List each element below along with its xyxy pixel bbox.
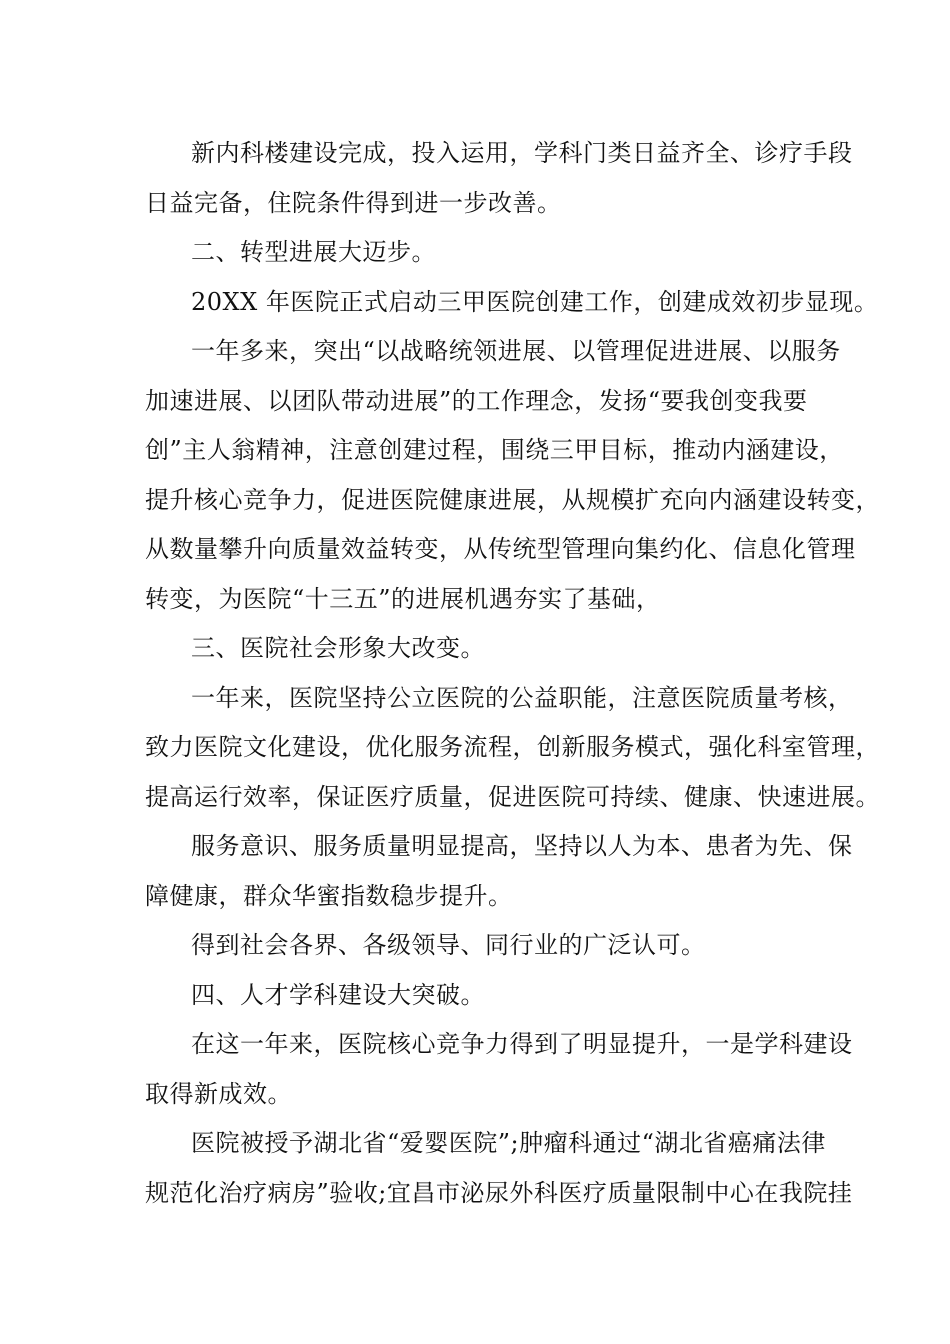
- text-line: 20XX 年医院正式启动三甲医院创建工作，创建成效初步显现。: [191, 287, 879, 316]
- text-line: 在这一年来，医院核心竞争力得到了明显提升，一是学科建设: [191, 1030, 853, 1058]
- section-heading: [145, 228, 825, 278]
- section-heading: [145, 624, 825, 674]
- text-line: 提升核心竞争力，促进医院健康进展，从规模扩充向内涵建设转变，: [145, 485, 880, 514]
- text-line: 二、转型进展大迈步。: [191, 238, 436, 266]
- text-line: 从数量攀升向质量效益转变，从传统型管理向集约化、信息化管理: [145, 535, 856, 563]
- text-line: 三、医院社会形象大改变。: [191, 634, 485, 662]
- text-line: 一年来，医院坚持公立医院的公益职能，注意医院质量考核，: [191, 683, 853, 712]
- paragraph: [145, 278, 879, 328]
- paragraph: [145, 674, 880, 823]
- text-line: 取得新成效。: [145, 1079, 292, 1108]
- text-line: 四、人才学科建设大突破。: [191, 980, 485, 1009]
- paragraph: [145, 129, 853, 228]
- text-line: 一年多来，突出“以战略统领进展、以管理促进进展、以服务: [191, 337, 841, 365]
- text-line: 创”主人翁精神，注意创建过程，围绕三甲目标，推动内涵建设，: [145, 436, 844, 464]
- paragraph: [145, 1119, 853, 1218]
- text-line: 医院被授予湖北省“爱婴医院”;肿瘤科通过“湖北省癌痛法律: [191, 1129, 826, 1157]
- paragraph: [145, 327, 880, 624]
- text-line: 得到社会各界、各级领导、同行业的广泛认可。: [191, 931, 706, 959]
- document-body: [145, 129, 880, 1218]
- text-line: 转变，为医院“十三五”的进展机遇夯实了基础，: [145, 584, 661, 613]
- paragraph: [145, 921, 825, 971]
- text-line: 新内科楼建设完成，投入运用，学科门类日益齐全、诊疗手段: [191, 139, 853, 167]
- text-line: 障健康，群众华蜜指数稳步提升。: [145, 881, 513, 910]
- text-line: 提高运行效率，保证医疗质量，促进医院可持续、健康、快速进展。: [145, 782, 880, 811]
- paragraph: [145, 822, 853, 921]
- section-heading: [145, 971, 825, 1021]
- text-line: 日益完备，住院条件得到进一步改善。: [145, 188, 562, 217]
- text-line: 服务意识、服务质量明显提高，坚持以人为本、患者为先、保: [191, 832, 853, 860]
- text-line: 规范化治疗病房”验收;宜昌市泌尿外科医疗质量限制中心在我院挂: [145, 1178, 853, 1207]
- text-line: 致力医院文化建设，优化服务流程，创新服务模式，强化科室管理，: [145, 733, 880, 761]
- paragraph: [145, 1020, 853, 1119]
- text-line: 加速进展、以团队带动进展”的工作理念，发扬“要我创变我要: [145, 386, 808, 415]
